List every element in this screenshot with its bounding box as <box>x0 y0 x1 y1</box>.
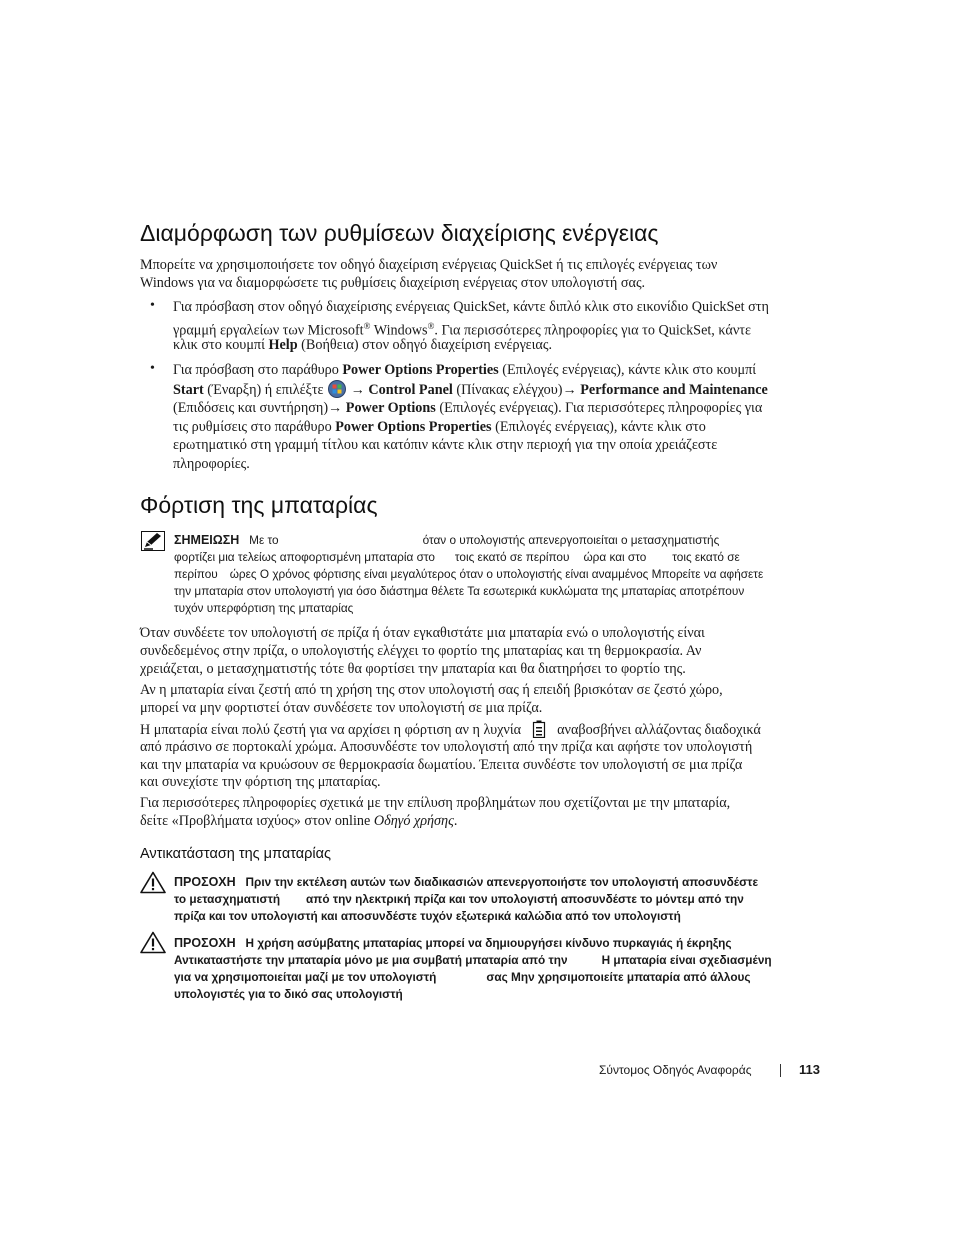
caution1-line-3: πρίζα και τον υπολογιστή και αποσυνδέστε τυχόν εξωτερικά καλώδια από τον υπολογιστή <box>174 909 681 923</box>
p3-line-3: και την μπαταρία να κρυώσουν σε θερμοκρασία δωματίου. Έπειτα συνδέστε τον υπολογιστή σε μια πρίζα <box>140 757 743 773</box>
caution2-line-3: για να χρησιμοποιείται μαζί με τον υπολογιστή σας Μην χρησιμοποιείτε μπαταρία από άλλους <box>174 970 751 984</box>
section-heading-replacing-battery: Αντικατάσταση της μπαταρίας <box>140 846 331 862</box>
note-line-4: την μπαταρία στον υπολογιστή για όσο διάστημα θέλετε Τα εσωτερικά κυκλώματα της μπαταρίας αποτρέπουν <box>174 584 745 598</box>
p1-line-3: χρειάζεται, ο μετασχηματιστής τότε θα φορτίσει την μπαταρία και θα διατηρήσει το φορτίο της. <box>140 661 686 677</box>
bullet2-line-6: πληροφορίες. <box>173 456 250 472</box>
p3-line-4: και συνεχίστε την φόρτιση της μπαταρίας. <box>140 774 381 790</box>
bullet1-line-1: Για πρόσβαση στον οδηγό διαχείρισης ενέργειας QuickSet, κάντε διπλό κλικ στο εικονίδιο QuickSet στη <box>173 299 769 315</box>
p1-line-1: Όταν συνδέετε τον υπολογιστή σε πρίζα ή όταν εγκαθιστάτε μια μπαταρία ενώ ο υπολογιστής είναι <box>140 625 705 641</box>
note-line-2: φορτίζει μια τελείως αποφορτισμένη μπαταρία στο τοις εκατό σε περίπου ώρα και στο τοις εκατό σε <box>174 550 740 564</box>
section-heading-battery-charging: Φόρτιση της μπαταρίας <box>140 492 378 518</box>
p2-line-1: Αν η μπαταρία είναι ζεστή από τη χρήση της στον υπολογιστή σας ή επειδή βρισκόταν σε ζεστό χώρο, <box>140 682 723 698</box>
p1-line-2: συνδεδεμένος στην πρίζα, ο υπολογιστής ελέγχει το φορτίο της μπαταρίας και τη θερμοκρασία. Αν <box>140 643 702 659</box>
note-pencil-icon <box>141 531 165 556</box>
bullet-marker: • <box>150 361 155 376</box>
note-line-3: περίπου ώρες Ο χρόνος φόρτισης είναι μεγαλύτερος όταν ο υπολογιστής είναι αναμμένος Μπορείτε να αφήσετε <box>174 567 764 581</box>
bullet-marker: • <box>150 298 155 313</box>
p3-line-2: από πράσινο σε πορτοκαλί χρώμα. Αποσυνδέστε τον υπολογιστή από την πρίζα και αφήστε τον υπολογιστή <box>140 739 753 755</box>
caution1-line-1: ΠΡΟΣΟΧΗ Πριν την εκτέλεση αυτών των διαδικασιών απενεργοποιήστε τον υπολογιστή αποσυνδέστε <box>174 875 759 889</box>
bullet2-line-3: (Επιδόσεις και συντήρηση)→ Power Options (Επιλογές ενέργειας). Για περισσότερες πληροφορίες για <box>173 400 763 416</box>
note-line-1: ΣΗΜΕΙΩΣΗ Με το όταν ο υπολογιστής απενεργοποιείται ο μετασχηματιστής <box>174 533 720 547</box>
bullet2-line-4: τις ρυθμίσεις στο παράθυρο Power Options Properties (Επιλογές ενέργειας), κάντε κλικ στο <box>173 419 706 435</box>
intro-line-2: Windows για να διαμορφώσετε τις ρυθμίσεις διαχείριση ενέργειας στον υπολογιστή σας. <box>140 275 646 291</box>
bullet1-line-3: κλικ στο κουμπί Help (Βοήθεια) στον οδηγό διαχείριση ενέργειας. <box>173 337 552 353</box>
caution2-line-4: υπολογιστές για το δικό σας υπολογιστή <box>174 987 403 1001</box>
caution2-line-1: ΠΡΟΣΟΧΗ Η χρήση ασύμβατης μπαταρίας μπορεί να δημιουργήσει κίνδυνο πυρκαγιάς ή έκρηξης <box>174 936 732 950</box>
windows-start-icon <box>327 380 347 398</box>
intro-line-1: Μπορείτε να χρησιμοποιήσετε τον οδηγό διαχείριση ενέργειας QuickSet ή τις επιλογές ενέργειας των <box>140 257 718 273</box>
p3-line-1: Η μπαταρία είναι πολύ ζεστή για να αρχίσει η φόρτιση αν η λυχνία αναβοσβήνει αλλάζοντας διαδοχικά <box>140 722 761 738</box>
bullet2-line-2: Start (Έναρξη) ή επιλέξτε → Control Panel (Πίνακας ελέγχου)→ Performance and Maintenance <box>173 382 768 398</box>
footer-separator <box>780 1064 781 1077</box>
note-label: ΣΗΜΕΙΩΣΗ <box>174 533 240 547</box>
page-number: 113 <box>799 1062 820 1077</box>
p4-line-1: Για περισσότερες πληροφορίες σχετικά με την επίλυση προβλημάτων που σχετίζονται με την μπαταρία, <box>140 795 731 811</box>
user-guide-reference: Οδηγό χρήσης <box>373 813 454 829</box>
caution-label: ΠΡΟΣΟΧΗ <box>174 875 236 889</box>
battery-light-icon <box>521 720 557 738</box>
p2-line-2: μπορεί να μην φορτιστεί όταν συνδέσετε τον υπολογιστή σε μια πρίζα. <box>140 700 543 716</box>
p4-line-2: δείτε «Προβλήματα ισχύος» στον online Οδηγό χρήσης. <box>140 813 458 829</box>
caution2-line-2: Αντικαταστήστε την μπαταρία μόνο με μια συμβατή μπαταρία από την Η μπαταρία είναι σχεδιασμένη <box>174 953 772 967</box>
section-heading-power-settings: Διαμόρφωση των ρυθμίσεων διαχείρισης ενέργειας <box>140 220 659 246</box>
caution-label: ΠΡΟΣΟΧΗ <box>174 936 236 950</box>
bullet2-line-1: Για πρόσβαση στο παράθυρο Power Options Properties (Επιλογές ενέργειας), κάντε κλικ στο κουμπί <box>173 362 757 378</box>
bullet2-line-5: ερωτηματικό στη γραμμή τίτλου και κατόπιν κάντε κλικ στην περιοχή για την οποία χρειάζεστε <box>173 437 718 453</box>
caution-warning-icon <box>140 871 166 899</box>
note-line-5: τυχόν υπερφόρτιση της μπαταρίας <box>174 601 354 615</box>
caution1-line-2: το μετασχηματιστή από την ηλεκτρική πρίζα και τον υπολογιστή αποσυνδέστε το μόντεμ από την <box>174 892 744 906</box>
footer-title: Σύντομος Οδηγός Αναφοράς <box>599 1063 752 1077</box>
bullet1-line-2: γραμμή εργαλείων των Microsoft® Windows®. Για περισσότερες πληροφορίες για το QuickSet, κάντε <box>173 321 751 339</box>
caution-warning-icon <box>140 931 166 959</box>
